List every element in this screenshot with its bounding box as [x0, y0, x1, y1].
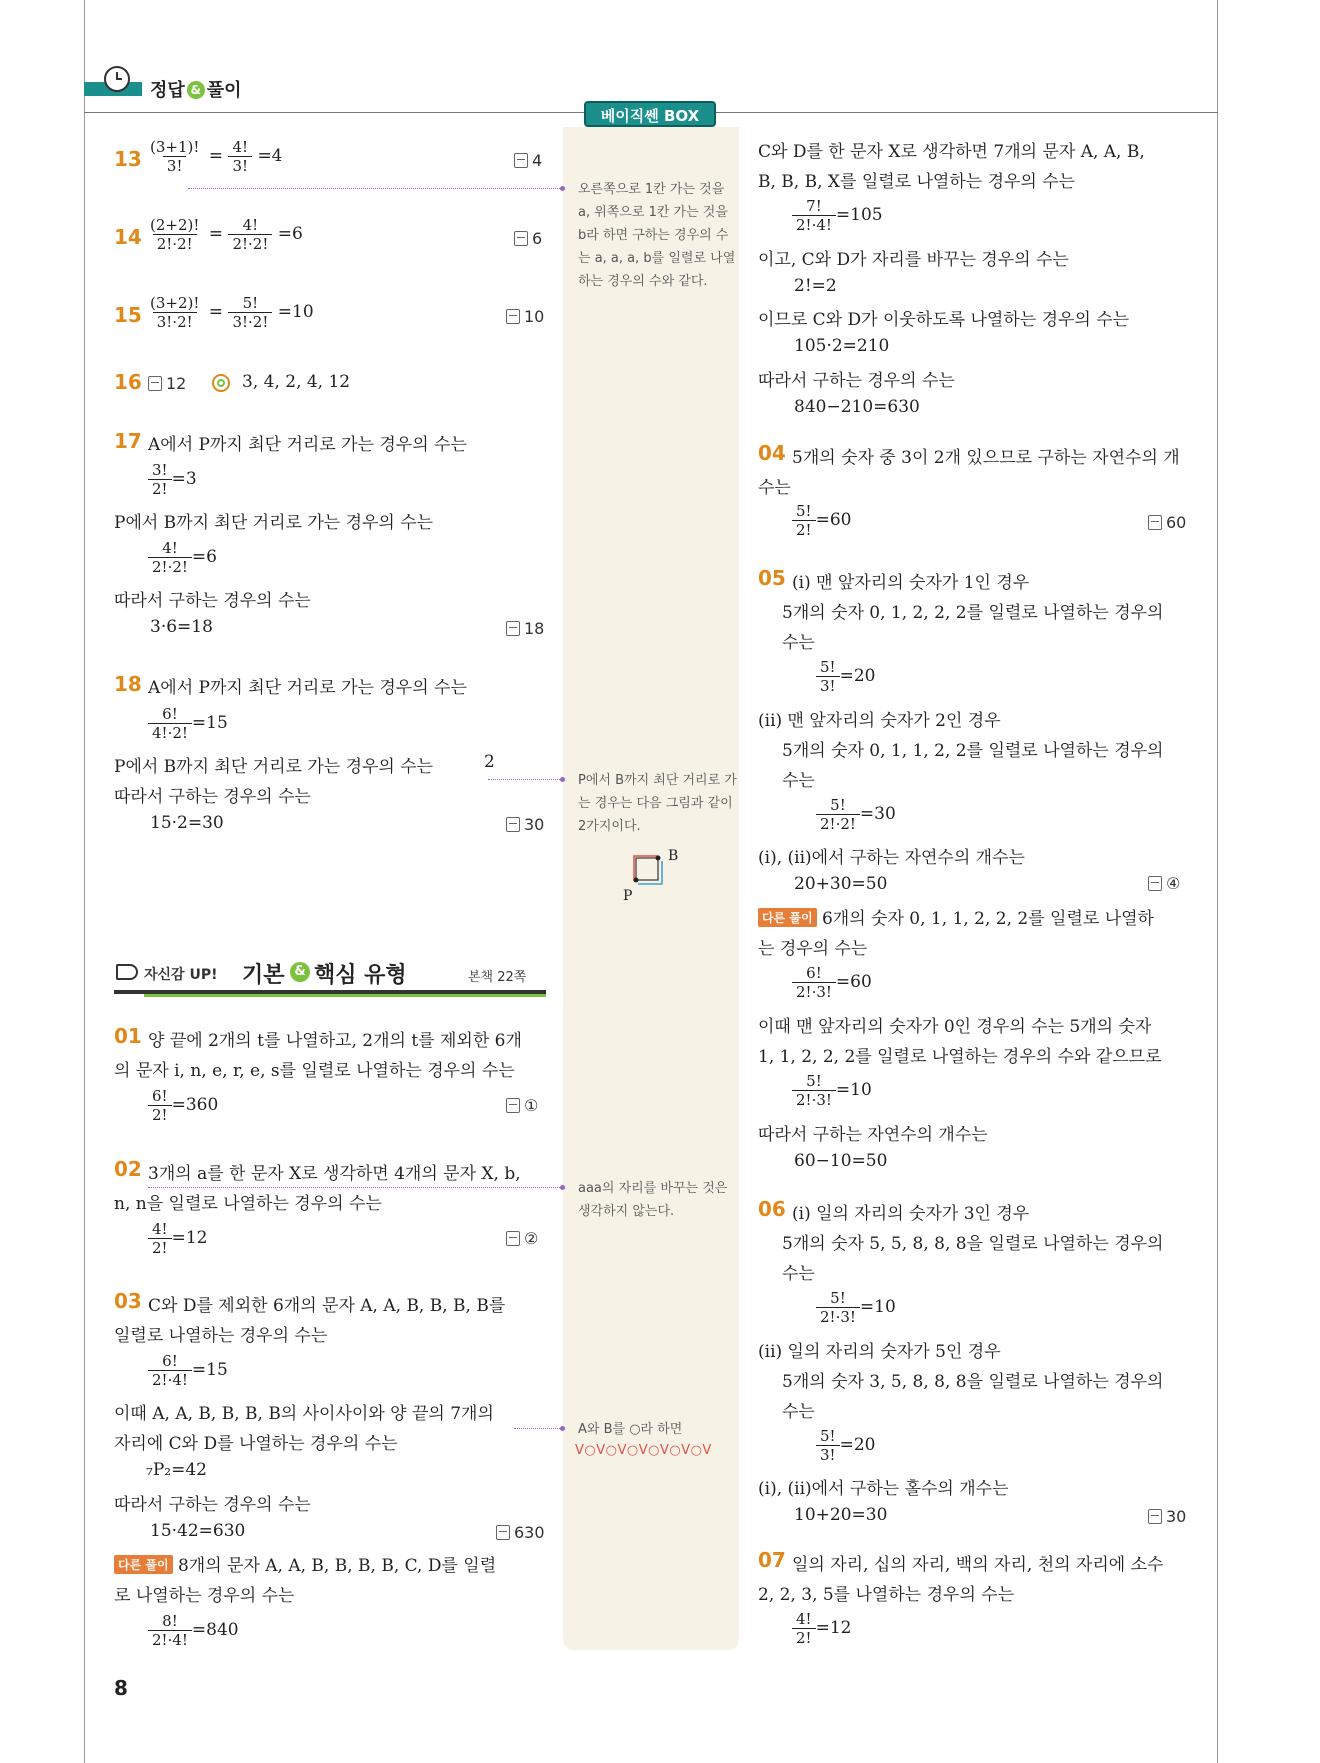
- fraction: [146, 294, 203, 331]
- problem-07-line1: 일의 자리, 십의 자리, 백의 자리, 천의 자리에 소수: [792, 1555, 1164, 1575]
- numerator: 5!: [796, 502, 812, 520]
- problem-06-line8: 10+20=30: [794, 1505, 888, 1525]
- problem-02-line2: n, n을 일렬로 나열하는 경우의 수는: [114, 1194, 382, 1214]
- p03c-line3: 이고, C와 D가 자리를 바꾸는 경우의 수는: [758, 250, 1069, 270]
- problem-05-line2: 5개의 숫자 0, 1, 2, 2, 2를 일렬로 나열하는 경우의: [782, 603, 1164, 623]
- section-header: [114, 952, 546, 998]
- numerator: 6!: [162, 705, 178, 723]
- p03c-line1: C와 D를 한 문자 X로 생각하면 7개의 문자 A, A, B,: [758, 142, 1145, 162]
- numerator: (2+2)!: [150, 216, 200, 234]
- result: =10: [835, 1080, 872, 1100]
- answer-value: 4: [532, 151, 543, 170]
- section-amp-icon: &: [290, 962, 310, 982]
- numerator: 3!: [152, 461, 168, 479]
- leader-line: [188, 188, 562, 189]
- problem-03-line4: 자리에 C와 D를 나열하는 경우의 수는: [114, 1434, 398, 1454]
- problem-07-fraction: [792, 1610, 851, 1647]
- fraction: [148, 539, 192, 576]
- denominator: 2!·2!: [153, 234, 197, 253]
- problem-18-line3: 따라서 구하는 경우의 수는: [114, 787, 311, 807]
- denominator: 2!: [148, 1238, 172, 1257]
- problem-03-line1: C와 D를 제외한 6개의 문자 A, A, B, B, B, B를: [148, 1296, 506, 1316]
- result: =6: [191, 547, 217, 567]
- equals: =: [208, 224, 224, 244]
- problem-03-line7: 15·42=630: [150, 1521, 246, 1541]
- p03c-line4: 2!=2: [794, 276, 837, 296]
- result: =20: [839, 666, 876, 686]
- fraction: [816, 1427, 840, 1464]
- fraction: [816, 1289, 860, 1326]
- problem-05-line8: 20+30=50: [794, 874, 888, 894]
- problem-05-line1: (i) 맨 앞자리의 숫자가 1인 경우: [792, 573, 1030, 593]
- denominator: 2!·2!: [816, 814, 860, 833]
- section-ref: 본책 22쪽: [468, 970, 527, 985]
- problem-17-line2: P에서 B까지 최단 거리로 가는 경우의 수는: [114, 513, 434, 533]
- p03c-line7: 따라서 구하는 경우의 수는: [758, 371, 955, 391]
- problem-06-number: 06: [758, 1197, 786, 1221]
- problem-05-fraction2: [816, 796, 896, 833]
- answer-value: 630: [514, 1523, 545, 1542]
- note-03a: A와 B를 ○라 하면: [578, 1422, 683, 1437]
- header-title-text: 정답: [150, 80, 185, 101]
- fraction: [792, 964, 836, 1001]
- result: =60: [815, 510, 852, 530]
- answer-value: ①: [524, 1096, 539, 1115]
- problem-06-fraction1: [816, 1289, 896, 1326]
- problem-04-fraction: [792, 502, 851, 539]
- problem-14-answer: [514, 229, 542, 248]
- problem-16-answer: [148, 374, 186, 393]
- answer-icon: [506, 1098, 520, 1113]
- fraction: [792, 1072, 836, 1109]
- answer-icon: [1148, 876, 1162, 891]
- result: =360: [171, 1095, 219, 1115]
- numerator: 5!: [830, 1289, 846, 1307]
- denominator: 2!·4!: [148, 1370, 192, 1389]
- page-border-right: [1217, 0, 1218, 1763]
- problem-06-line2: 5개의 숫자 5, 5, 8, 8, 8을 일렬로 나열하는 경우의: [782, 1234, 1164, 1254]
- section-underline-accent: [144, 994, 546, 997]
- problem-01-number: 01: [114, 1024, 142, 1048]
- problem-17-fraction2: [148, 539, 217, 576]
- note-02: aaa의 자리를 바꾸는 것은 생각하지 않는다.: [578, 1181, 728, 1219]
- problem-05-line4: (ii) 맨 앞자리의 숫자가 2인 경우: [758, 711, 1001, 731]
- problem-13-number: 13: [114, 147, 142, 171]
- problem-04-answer: [1148, 513, 1186, 532]
- leader-dot: [560, 186, 565, 191]
- denominator: 4!·2!: [148, 723, 192, 742]
- fraction: [228, 294, 272, 331]
- answer-icon: [506, 817, 520, 832]
- problem-14-expression: [146, 216, 303, 253]
- problem-05-alt-line2: 는 경우의 수는: [758, 939, 868, 959]
- p03c-line6: 105·2=210: [794, 336, 890, 356]
- problem-17-line3: 따라서 구하는 경우의 수는: [114, 591, 311, 611]
- denominator: 2!·2!: [228, 234, 272, 253]
- problem-03-alt-line2: 로 나열하는 경우의 수는: [114, 1586, 295, 1606]
- diagram-label-b: B: [668, 848, 679, 864]
- denominator: 2!·3!: [816, 1307, 860, 1326]
- problem-05-fraction1: [816, 658, 875, 695]
- problem-03-line6: 따라서 구하는 경우의 수는: [114, 1495, 311, 1515]
- problem-04-number: 04: [758, 441, 786, 465]
- result: =15: [191, 1360, 228, 1380]
- denominator: 2!·4!: [792, 215, 836, 234]
- numerator: 4!: [162, 539, 178, 557]
- problem-06-answer: [1148, 1507, 1186, 1526]
- problem-17-number: 17: [114, 429, 142, 453]
- problem-16-sequence: 3, 4, 2, 4, 12: [242, 372, 351, 392]
- result: =3: [171, 469, 197, 489]
- problem-13-answer: [514, 151, 542, 170]
- problem-03-line5: ₇P₂=42: [146, 1460, 207, 1480]
- problem-17-fraction1: [148, 461, 197, 498]
- problem-02-fraction: [148, 1220, 207, 1257]
- numerator: 6!: [806, 964, 822, 982]
- denominator: 2!: [148, 479, 172, 498]
- p03c-line8: 840−210=630: [794, 397, 920, 417]
- problem-05-fraction4: [792, 1072, 872, 1109]
- problem-05-line6: 수는: [782, 771, 815, 791]
- leader-line: [488, 779, 560, 780]
- leader-dot: [560, 1185, 565, 1190]
- result: =6: [277, 224, 303, 244]
- numerator: 6!: [162, 1352, 178, 1370]
- numerator: 5!: [806, 1072, 822, 1090]
- fraction: [792, 502, 816, 539]
- result: =12: [171, 1228, 208, 1248]
- numerator: (3+2)!: [150, 294, 200, 312]
- section-up-label: 자신감 UP!: [144, 967, 218, 983]
- answer-icon: [1148, 1509, 1162, 1524]
- problem-03-number: 03: [114, 1289, 142, 1313]
- fraction: [228, 216, 272, 253]
- problem-04-line2: 수는: [758, 478, 791, 498]
- p03c-fraction: [792, 197, 883, 234]
- answer-value: 30: [524, 815, 545, 834]
- numerator: 4!: [152, 1220, 168, 1238]
- result: =15: [191, 713, 228, 733]
- note-18: P에서 B까지 최단 거리로 가는 경우는 다음 그림과 같이 2가지이다.: [578, 773, 737, 834]
- problem-03-fraction2: [148, 1612, 239, 1649]
- answer-value: 60: [1166, 513, 1187, 532]
- denominator: 2!·3!: [792, 982, 836, 1001]
- problem-01-line2: 의 문자 i, n, e, r, e, s를 일렬로 나열하는 경우의 수는: [114, 1061, 515, 1081]
- numerator: 5!: [830, 796, 846, 814]
- problem-18-fraction1: [148, 705, 228, 742]
- problem-05-line5: 5개의 숫자 0, 1, 1, 2, 2를 일렬로 나열하는 경우의: [782, 741, 1164, 761]
- clock-icon: [104, 66, 130, 92]
- result: =10: [277, 302, 314, 322]
- fraction: [148, 461, 172, 498]
- problem-18-line4: 15·2=30: [150, 813, 224, 833]
- denominator: 2!·2!: [148, 557, 192, 576]
- problem-17-line4: 3·6=18: [150, 617, 213, 637]
- problem-06-line1: (i) 일의 자리의 숫자가 3인 경우: [792, 1204, 1030, 1224]
- problem-05-line11: 따라서 구하는 자연수의 개수는: [758, 1125, 988, 1145]
- fraction: [148, 1352, 192, 1389]
- leader-line: [514, 1428, 560, 1429]
- problem-05-answer: [1148, 874, 1180, 893]
- problem-03-line2: 일렬로 나열하는 경우의 수는: [114, 1326, 328, 1346]
- problem-17-answer: [506, 619, 544, 638]
- answer-icon: [514, 153, 528, 168]
- problem-14-number: 14: [114, 225, 142, 249]
- problem-03-alt-line1: [114, 1551, 496, 1576]
- result: =60: [835, 972, 872, 992]
- answer-value: 12: [166, 374, 187, 393]
- alt-text: 8개의 문자 A, A, B, B, B, B, C, D를 일렬: [177, 1556, 497, 1576]
- numerator: 4!: [232, 138, 249, 156]
- page-border-left: [84, 0, 85, 1763]
- numerator: 7!: [806, 197, 822, 215]
- problem-18-number: 18: [114, 672, 142, 696]
- megaphone-icon: [116, 964, 138, 980]
- problem-01-answer: [506, 1096, 538, 1115]
- result: =30: [859, 804, 896, 824]
- fraction: [792, 1610, 816, 1647]
- problem-06-line3: 수는: [782, 1264, 815, 1284]
- fraction: [148, 705, 192, 742]
- problem-01-line1: 양 끝에 2개의 t를 나열하고, 2개의 t를 제외한 6개: [148, 1031, 522, 1051]
- answer-value: 30: [1166, 1507, 1187, 1526]
- result: =12: [815, 1618, 852, 1638]
- denominator: 3!: [816, 1445, 840, 1464]
- problem-18-line2-value: 2: [484, 752, 495, 772]
- target-icon: [212, 374, 230, 392]
- problem-05-fraction3: [792, 964, 872, 1001]
- problem-06-line7: (i), (ii)에서 구하는 홀수의 개수는: [758, 1479, 1009, 1499]
- fraction: [228, 138, 252, 175]
- problem-05-line10: 1, 1, 2, 2, 2를 일렬로 나열하는 경우의 수와 같으므로: [758, 1047, 1162, 1067]
- problem-17-line1: A에서 P까지 최단 거리로 가는 경우의 수는: [148, 435, 467, 455]
- denominator: 3!: [228, 156, 252, 175]
- problem-04-line1: 5개의 숫자 중 3이 2개 있으므로 구하는 자연수의 개: [792, 448, 1180, 468]
- problem-05-line9: 이때 맨 앞자리의 숫자가 0인 경우의 수는 5개의 숫자: [758, 1017, 1152, 1037]
- header-title: [150, 76, 242, 102]
- section-title-2: 핵심 유형: [314, 963, 407, 988]
- answer-value: 6: [532, 229, 543, 248]
- problem-01-fraction: [148, 1087, 218, 1124]
- problem-15-number: 15: [114, 303, 142, 327]
- header-amp: &: [187, 81, 205, 99]
- fraction: [148, 1612, 192, 1649]
- answer-value: ②: [524, 1229, 539, 1248]
- fraction: [146, 138, 203, 175]
- problem-18-line2: P에서 B까지 최단 거리로 가는 경우의 수는: [114, 757, 434, 777]
- alt-solution-badge: 다른 풀이: [114, 1555, 173, 1574]
- problem-05-line12: 60−10=50: [794, 1151, 888, 1171]
- result: =4: [257, 146, 283, 166]
- numerator: 5!: [242, 294, 259, 312]
- answer-icon: [496, 1525, 510, 1540]
- denominator: 2!: [792, 520, 816, 539]
- numerator: 4!: [242, 216, 259, 234]
- leader-dot: [560, 777, 565, 782]
- numerator: (3+1)!: [150, 138, 200, 156]
- problem-06-fraction2: [816, 1427, 875, 1464]
- problem-06-line6: 수는: [782, 1402, 815, 1422]
- problem-16-number: 16: [114, 370, 142, 394]
- alt-text: 6개의 숫자 0, 1, 1, 2, 2, 2를 일렬로 나열하: [821, 909, 1154, 929]
- denominator: 3!: [163, 156, 187, 175]
- problem-02-number: 02: [114, 1157, 142, 1181]
- equals: =: [208, 302, 224, 322]
- problem-03-line3: 이때 A, A, B, B, B, B의 사이사이와 양 끝의 7개의: [114, 1404, 494, 1424]
- header-title-text2: 풀이: [206, 80, 242, 101]
- denominator: 3!·2!: [153, 312, 197, 331]
- fraction: [148, 1220, 172, 1257]
- answer-icon: [1148, 515, 1162, 530]
- p03c-line2: B, B, B, X를 일렬로 나열하는 경우의 수는: [758, 172, 1076, 192]
- answer-icon: [514, 231, 528, 246]
- denominator: 3!: [816, 676, 840, 695]
- denominator: 2!·4!: [148, 1630, 192, 1649]
- fraction: [816, 658, 840, 695]
- answer-value: 10: [524, 307, 545, 326]
- fraction: [792, 197, 836, 234]
- problem-18-answer: [506, 815, 544, 834]
- answer-icon: [506, 1231, 520, 1246]
- equals: =: [208, 146, 224, 166]
- diagram-label-p: P: [623, 888, 633, 904]
- numerator: 5!: [820, 1427, 836, 1445]
- answer-icon: [506, 621, 520, 636]
- problem-13-expression: [146, 138, 283, 175]
- p03c-line5: 이므로 C와 D가 이웃하도록 나열하는 경우의 수는: [758, 310, 1130, 330]
- section-title-1: 기본: [242, 963, 285, 988]
- problem-15-expression: [146, 294, 314, 331]
- leader-dot: [560, 1426, 565, 1431]
- leader-line: [148, 1187, 560, 1188]
- note-13: 오른쪽으로 1칸 가는 것을 a, 위쪽으로 1칸 가는 것을 b라 하면 구하는 경우의 수는 a, a, a, b를 일렬로 나열하는 경우의 수와 같다.: [578, 182, 736, 289]
- problem-07-line2: 2, 2, 3, 5를 나열하는 경우의 수는: [758, 1585, 1015, 1605]
- problem-05-line7: (i), (ii)에서 구하는 자연수의 개수는: [758, 848, 1025, 868]
- answer-value: ④: [1166, 874, 1181, 893]
- problem-02-answer: [506, 1229, 538, 1248]
- problem-06-line4: (ii) 일의 자리의 숫자가 5인 경우: [758, 1342, 1001, 1362]
- problem-03-fraction1: [148, 1352, 228, 1389]
- result: =10: [859, 1297, 896, 1317]
- problem-05-line3: 수는: [782, 633, 815, 653]
- problem-06-line5: 5개의 숫자 3, 5, 8, 8, 8을 일렬로 나열하는 경우의: [782, 1372, 1164, 1392]
- result: =105: [835, 205, 883, 225]
- problem-05-alt-line1: [758, 904, 1154, 929]
- alt-solution-badge: 다른 풀이: [758, 908, 817, 927]
- answer-icon: [148, 376, 162, 391]
- fraction: [816, 796, 860, 833]
- denominator: 2!·3!: [792, 1090, 836, 1109]
- result: =840: [191, 1620, 239, 1640]
- problem-07-number: 07: [758, 1548, 786, 1572]
- fraction: [146, 216, 203, 253]
- denominator: 2!: [148, 1105, 172, 1124]
- numerator: 6!: [152, 1087, 168, 1105]
- note-03b: V○V○V○V○V○V○V: [575, 1443, 712, 1458]
- answer-value: 18: [524, 619, 545, 638]
- denominator: 3!·2!: [228, 312, 272, 331]
- fraction: [148, 1087, 172, 1124]
- result: =20: [839, 1435, 876, 1455]
- answer-icon: [506, 309, 520, 324]
- problem-03-answer: [496, 1523, 545, 1542]
- problem-02-line1: 3개의 a를 한 문자 X로 생각하면 4개의 문자 X, b,: [148, 1164, 521, 1184]
- numerator: 8!: [162, 1612, 178, 1630]
- numerator: 5!: [820, 658, 836, 676]
- problem-05-number: 05: [758, 566, 786, 590]
- problem-18-line1: A에서 P까지 최단 거리로 가는 경우의 수는: [148, 678, 467, 698]
- page-number: 8: [114, 1676, 128, 1700]
- basic-box-label: 베이직쎈 BOX: [584, 101, 716, 127]
- denominator: 2!: [792, 1628, 816, 1647]
- numerator: 4!: [796, 1610, 812, 1628]
- problem-15-answer: [506, 307, 544, 326]
